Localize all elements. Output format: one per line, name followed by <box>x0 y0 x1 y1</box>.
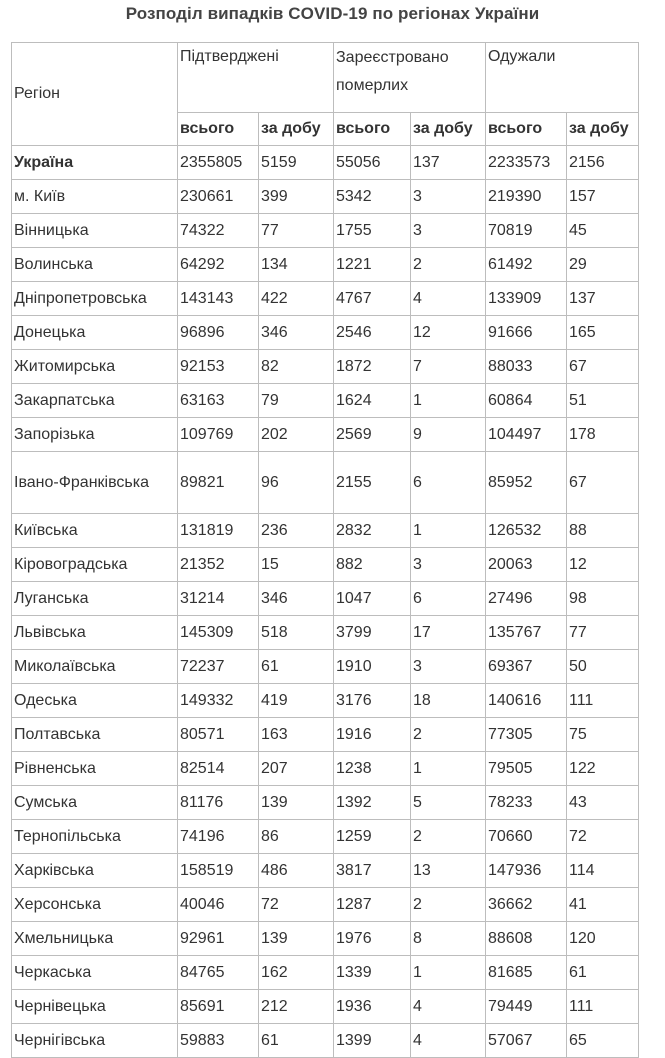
confirmed-daily-cell: 422 <box>259 282 334 316</box>
recovered-daily-cell: 12 <box>567 548 639 582</box>
table-row <box>12 282 639 316</box>
deaths-total-cell: 1910 <box>334 650 411 684</box>
region-cell: Одеська <box>12 684 178 718</box>
deaths-daily-cell: 3 <box>411 214 486 248</box>
confirmed-daily-cell: 236 <box>259 514 334 548</box>
confirmed-daily-cell: 61 <box>259 650 334 684</box>
recovered-total-cell: 78233 <box>486 786 567 820</box>
confirmed-daily-cell: 96 <box>259 452 334 514</box>
table-row <box>12 786 639 820</box>
deaths-total-cell: 1339 <box>334 956 411 990</box>
recovered-total-cell: 85952 <box>486 452 567 514</box>
deaths-total-cell: 2832 <box>334 514 411 548</box>
confirmed-total-cell: 72237 <box>178 650 259 684</box>
deaths-total-cell: 1047 <box>334 582 411 616</box>
recovered-total-cell: 57067 <box>486 1024 567 1058</box>
confirmed-daily-cell: 202 <box>259 418 334 452</box>
table-row <box>12 350 639 384</box>
confirmed-daily-cell: 163 <box>259 718 334 752</box>
confirmed-total-cell: 21352 <box>178 548 259 582</box>
region-cell: Тернопільська <box>12 820 178 854</box>
confirmed-daily-cell: 15 <box>259 548 334 582</box>
recovered-daily-cell: 88 <box>567 514 639 548</box>
confirmed-total-cell: 85691 <box>178 990 259 1024</box>
region-cell: Херсонська <box>12 888 178 922</box>
recovered-total-cell: 69367 <box>486 650 567 684</box>
confirmed-daily-cell: 86 <box>259 820 334 854</box>
deaths-total-cell: 1399 <box>334 1024 411 1058</box>
deaths-total-cell: 2155 <box>334 452 411 514</box>
deaths-daily-cell: 2 <box>411 888 486 922</box>
deaths-total-cell: 1238 <box>334 752 411 786</box>
deaths-daily-cell: 4 <box>411 1024 486 1058</box>
header-deaths: Зареєстровано померлих <box>334 43 486 113</box>
deaths-daily-cell: 1 <box>411 956 486 990</box>
region-cell: Луганська <box>12 582 178 616</box>
region-cell: Чернівецька <box>12 990 178 1024</box>
table-row <box>12 956 639 990</box>
region-cell: Рівненська <box>12 752 178 786</box>
deaths-total-cell: 3799 <box>334 616 411 650</box>
recovered-total-cell: 219390 <box>486 180 567 214</box>
deaths-daily-cell: 7 <box>411 350 486 384</box>
deaths-daily-cell: 6 <box>411 452 486 514</box>
deaths-daily-cell: 4 <box>411 282 486 316</box>
header-row-main <box>12 43 639 113</box>
recovered-daily-cell: 77 <box>567 616 639 650</box>
deaths-total-cell: 1976 <box>334 922 411 956</box>
region-cell: м. Київ <box>12 180 178 214</box>
confirmed-total-cell: 74322 <box>178 214 259 248</box>
deaths-daily-cell: 13 <box>411 854 486 888</box>
recovered-daily-cell: 72 <box>567 820 639 854</box>
region-cell: Житомирська <box>12 350 178 384</box>
deaths-daily-cell: 2 <box>411 248 486 282</box>
confirmed-total-cell: 158519 <box>178 854 259 888</box>
table-row <box>12 582 639 616</box>
deaths-total-cell: 1221 <box>334 248 411 282</box>
table-row <box>12 718 639 752</box>
region-cell: Вінницька <box>12 214 178 248</box>
confirmed-total-cell: 63163 <box>178 384 259 418</box>
confirmed-total-cell: 64292 <box>178 248 259 282</box>
confirmed-daily-cell: 212 <box>259 990 334 1024</box>
deaths-total-cell: 1872 <box>334 350 411 384</box>
region-cell: Миколаївська <box>12 650 178 684</box>
confirmed-daily-cell: 399 <box>259 180 334 214</box>
deaths-total-cell: 2569 <box>334 418 411 452</box>
table-row <box>12 684 639 718</box>
recovered-daily-cell: 137 <box>567 282 639 316</box>
recovered-daily-cell: 67 <box>567 350 639 384</box>
covid-regions-table <box>11 42 639 1058</box>
region-cell: Кіровоградська <box>12 548 178 582</box>
recovered-total-cell: 135767 <box>486 616 567 650</box>
recovered-total-cell: 88033 <box>486 350 567 384</box>
confirmed-total-cell: 74196 <box>178 820 259 854</box>
confirmed-daily-cell: 134 <box>259 248 334 282</box>
confirmed-daily-cell: 139 <box>259 922 334 956</box>
deaths-total-cell: 2546 <box>334 316 411 350</box>
deaths-daily-cell: 18 <box>411 684 486 718</box>
recovered-total-cell: 60864 <box>486 384 567 418</box>
deaths-total-cell: 1936 <box>334 990 411 1024</box>
confirmed-total-cell: 92961 <box>178 922 259 956</box>
recovered-daily-cell: 50 <box>567 650 639 684</box>
recovered-daily-cell: 45 <box>567 214 639 248</box>
table-row <box>12 888 639 922</box>
confirmed-daily-cell: 419 <box>259 684 334 718</box>
deaths-daily-cell: 1 <box>411 752 486 786</box>
header-recovered-daily: за добу <box>567 113 639 146</box>
recovered-total-cell: 133909 <box>486 282 567 316</box>
recovered-daily-cell: 67 <box>567 452 639 514</box>
confirmed-total-cell: 40046 <box>178 888 259 922</box>
recovered-total-cell: 88608 <box>486 922 567 956</box>
confirmed-daily-cell: 5159 <box>259 146 334 180</box>
deaths-total-cell: 3176 <box>334 684 411 718</box>
table-row <box>12 418 639 452</box>
deaths-daily-cell: 3 <box>411 650 486 684</box>
table-row <box>12 854 639 888</box>
recovered-daily-cell: 114 <box>567 854 639 888</box>
table-row <box>12 384 639 418</box>
table-row <box>12 214 639 248</box>
confirmed-daily-cell: 61 <box>259 1024 334 1058</box>
deaths-daily-cell: 137 <box>411 146 486 180</box>
deaths-total-cell: 5342 <box>334 180 411 214</box>
recovered-total-cell: 36662 <box>486 888 567 922</box>
table-row <box>12 316 639 350</box>
deaths-daily-cell: 12 <box>411 316 486 350</box>
header-recovered-total: всього <box>486 113 567 146</box>
deaths-daily-cell: 2 <box>411 718 486 752</box>
recovered-total-cell: 79505 <box>486 752 567 786</box>
table-row <box>12 514 639 548</box>
deaths-daily-cell: 6 <box>411 582 486 616</box>
recovered-daily-cell: 43 <box>567 786 639 820</box>
region-cell: Київська <box>12 514 178 548</box>
deaths-total-cell: 4767 <box>334 282 411 316</box>
recovered-total-cell: 79449 <box>486 990 567 1024</box>
deaths-daily-cell: 4 <box>411 990 486 1024</box>
deaths-total-cell: 1916 <box>334 718 411 752</box>
deaths-total-cell: 55056 <box>334 146 411 180</box>
region-cell: Донецька <box>12 316 178 350</box>
recovered-total-cell: 81685 <box>486 956 567 990</box>
region-cell: Закарпатська <box>12 384 178 418</box>
table-row <box>12 990 639 1024</box>
confirmed-total-cell: 92153 <box>178 350 259 384</box>
region-cell: Запорізька <box>12 418 178 452</box>
recovered-daily-cell: 29 <box>567 248 639 282</box>
table-row <box>12 180 639 214</box>
recovered-total-cell: 147936 <box>486 854 567 888</box>
table-row <box>12 650 639 684</box>
recovered-daily-cell: 61 <box>567 956 639 990</box>
deaths-daily-cell: 2 <box>411 820 486 854</box>
region-cell: Харківська <box>12 854 178 888</box>
confirmed-total-cell: 2355805 <box>178 146 259 180</box>
recovered-daily-cell: 111 <box>567 684 639 718</box>
region-cell: Волинська <box>12 248 178 282</box>
recovered-daily-cell: 98 <box>567 582 639 616</box>
header-deaths-daily: за добу <box>411 113 486 146</box>
confirmed-total-cell: 96896 <box>178 316 259 350</box>
confirmed-daily-cell: 79 <box>259 384 334 418</box>
confirmed-daily-cell: 162 <box>259 956 334 990</box>
deaths-daily-cell: 3 <box>411 548 486 582</box>
confirmed-total-cell: 89821 <box>178 452 259 514</box>
region-cell: Україна <box>12 146 178 180</box>
confirmed-total-cell: 31214 <box>178 582 259 616</box>
region-cell: Львівська <box>12 616 178 650</box>
recovered-total-cell: 140616 <box>486 684 567 718</box>
deaths-total-cell: 1392 <box>334 786 411 820</box>
confirmed-daily-cell: 72 <box>259 888 334 922</box>
confirmed-total-cell: 84765 <box>178 956 259 990</box>
table-row <box>12 248 639 282</box>
recovered-daily-cell: 122 <box>567 752 639 786</box>
header-confirmed-daily: за добу <box>259 113 334 146</box>
confirmed-daily-cell: 518 <box>259 616 334 650</box>
confirmed-total-cell: 145309 <box>178 616 259 650</box>
confirmed-total-cell: 131819 <box>178 514 259 548</box>
table-row <box>12 752 639 786</box>
confirmed-total-cell: 149332 <box>178 684 259 718</box>
header-confirmed: Підтверджені <box>178 43 334 113</box>
table-row <box>12 820 639 854</box>
recovered-daily-cell: 41 <box>567 888 639 922</box>
confirmed-total-cell: 80571 <box>178 718 259 752</box>
deaths-total-cell: 1259 <box>334 820 411 854</box>
header-region: Регіон <box>12 43 178 146</box>
recovered-daily-cell: 75 <box>567 718 639 752</box>
deaths-daily-cell: 5 <box>411 786 486 820</box>
deaths-daily-cell: 9 <box>411 418 486 452</box>
recovered-daily-cell: 111 <box>567 990 639 1024</box>
region-cell: Дніпропетровська <box>12 282 178 316</box>
recovered-daily-cell: 51 <box>567 384 639 418</box>
confirmed-total-cell: 230661 <box>178 180 259 214</box>
recovered-daily-cell: 165 <box>567 316 639 350</box>
recovered-total-cell: 77305 <box>486 718 567 752</box>
confirmed-daily-cell: 207 <box>259 752 334 786</box>
confirmed-daily-cell: 346 <box>259 582 334 616</box>
region-cell: Черкаська <box>12 956 178 990</box>
recovered-total-cell: 70660 <box>486 820 567 854</box>
deaths-daily-cell: 8 <box>411 922 486 956</box>
header-confirmed-total: всього <box>178 113 259 146</box>
recovered-total-cell: 91666 <box>486 316 567 350</box>
deaths-daily-cell: 17 <box>411 616 486 650</box>
region-cell: Чернігівська <box>12 1024 178 1058</box>
page-title: Розподіл випадків COVID-19 по регіонах України <box>125 4 540 23</box>
table-row <box>12 146 639 180</box>
table-row <box>12 1024 639 1058</box>
recovered-daily-cell: 157 <box>567 180 639 214</box>
recovered-total-cell: 20063 <box>486 548 567 582</box>
confirmed-daily-cell: 486 <box>259 854 334 888</box>
table-row <box>12 452 639 514</box>
deaths-total-cell: 1624 <box>334 384 411 418</box>
confirmed-daily-cell: 82 <box>259 350 334 384</box>
confirmed-total-cell: 143143 <box>178 282 259 316</box>
recovered-daily-cell: 65 <box>567 1024 639 1058</box>
table-row <box>12 616 639 650</box>
deaths-total-cell: 1755 <box>334 214 411 248</box>
recovered-total-cell: 104497 <box>486 418 567 452</box>
confirmed-daily-cell: 346 <box>259 316 334 350</box>
recovered-total-cell: 61492 <box>486 248 567 282</box>
region-cell: Хмельницька <box>12 922 178 956</box>
recovered-total-cell: 126532 <box>486 514 567 548</box>
recovered-total-cell: 70819 <box>486 214 567 248</box>
confirmed-total-cell: 81176 <box>178 786 259 820</box>
recovered-total-cell: 27496 <box>486 582 567 616</box>
recovered-daily-cell: 120 <box>567 922 639 956</box>
recovered-daily-cell: 178 <box>567 418 639 452</box>
recovered-total-cell: 2233573 <box>486 146 567 180</box>
deaths-daily-cell: 3 <box>411 180 486 214</box>
confirmed-total-cell: 59883 <box>178 1024 259 1058</box>
deaths-daily-cell: 1 <box>411 514 486 548</box>
header-recovered: Одужали <box>486 43 639 113</box>
confirmed-daily-cell: 77 <box>259 214 334 248</box>
table-row <box>12 922 639 956</box>
confirmed-total-cell: 82514 <box>178 752 259 786</box>
recovered-daily-cell: 2156 <box>567 146 639 180</box>
region-cell: Полтавська <box>12 718 178 752</box>
region-cell: Сумська <box>12 786 178 820</box>
region-cell: Івано-Франківська <box>12 452 178 514</box>
confirmed-total-cell: 109769 <box>178 418 259 452</box>
header-deaths-total: всього <box>334 113 411 146</box>
table-row <box>12 548 639 582</box>
deaths-total-cell: 3817 <box>334 854 411 888</box>
deaths-total-cell: 1287 <box>334 888 411 922</box>
deaths-total-cell: 882 <box>334 548 411 582</box>
confirmed-daily-cell: 139 <box>259 786 334 820</box>
deaths-daily-cell: 1 <box>411 384 486 418</box>
